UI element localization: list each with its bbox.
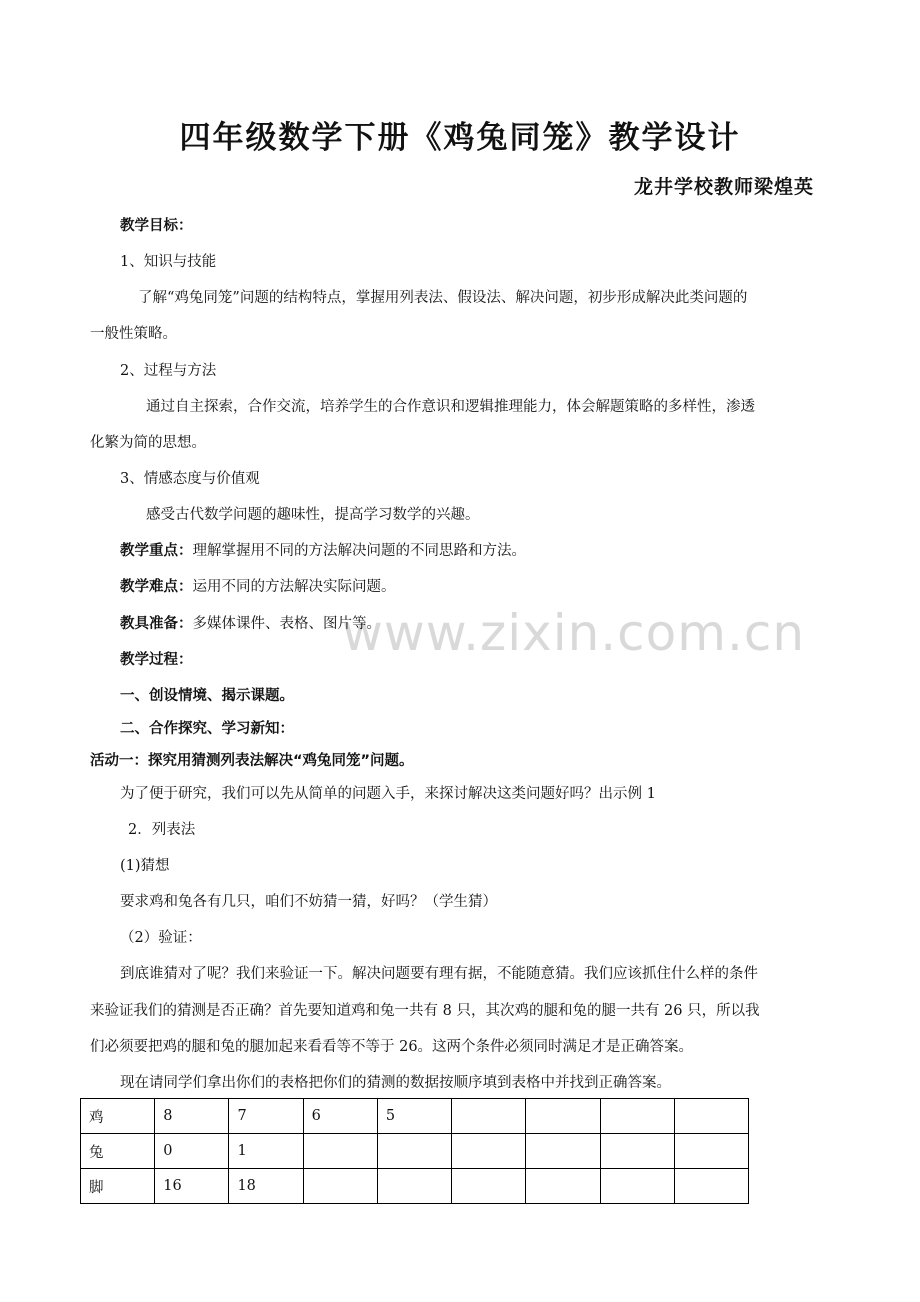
tools-label: 教具准备： xyxy=(120,616,193,632)
table-cell: 1 xyxy=(229,1134,303,1169)
tools-line xyxy=(120,614,381,634)
goals-heading: 教学目标： xyxy=(120,218,193,234)
author-line: 龙井学校教师梁煌英 xyxy=(633,176,814,198)
method-heading: 2．列表法 xyxy=(128,822,196,838)
table-cell xyxy=(600,1134,674,1169)
activity1-heading: 活动一：探究用猜测列表法解决“鸡兔同笼”问题。 xyxy=(90,753,414,769)
table-cell xyxy=(452,1099,526,1134)
verify-heading: （2）验证： xyxy=(120,930,202,946)
verify-text-line3: 们必须要把鸡的腿和兔的腿加起来看看等不等于 26。这两个条件必须同时满足才是正确答案。 xyxy=(90,1039,694,1055)
table-cell: 7 xyxy=(229,1099,303,1134)
table-cell xyxy=(526,1099,600,1134)
table-cell xyxy=(600,1169,674,1204)
key-point xyxy=(120,541,526,561)
table-cell xyxy=(600,1099,674,1134)
table-row-label: 脚 xyxy=(81,1169,155,1204)
table-cell: 16 xyxy=(155,1169,229,1204)
table-cell xyxy=(452,1169,526,1204)
key-point-label: 教学重点： xyxy=(120,543,193,559)
table-cell xyxy=(377,1169,451,1204)
table-cell xyxy=(303,1134,377,1169)
table-cell xyxy=(452,1134,526,1169)
table-cell: 8 xyxy=(155,1099,229,1134)
verify-text-line1: 到底谁猜对了呢？我们来验证一下。解决问题要有理有据，不能随意猜。我们应该抓住什么样的条件 xyxy=(120,966,758,982)
goal2-text-line1: 通过自主探索，合作交流，培养学生的合作意识和逻辑推理能力，体会解题策略的多样性，渗透 xyxy=(146,399,755,415)
table-intro: 现在请同学们拿出你们的表格把你们的猜测的数据按顺序填到表格中并找到正确答案。 xyxy=(120,1075,671,1091)
table-cell xyxy=(674,1134,748,1169)
table-cell xyxy=(303,1169,377,1204)
table-cell: 6 xyxy=(303,1099,377,1134)
step2-heading: 二、合作探究、学习新知： xyxy=(120,721,294,737)
table-cell: 18 xyxy=(229,1169,303,1204)
goal1-text-line2: 一般性策略。 xyxy=(90,326,177,342)
tools-text: 多媒体课件、表格、图片等。 xyxy=(192,616,381,632)
step1-heading: 一、创设情境、揭示课题。 xyxy=(120,688,294,704)
goal3-heading: 3、情感态度与价值观 xyxy=(120,471,260,487)
table-cell xyxy=(674,1169,748,1204)
table-cell: 0 xyxy=(155,1134,229,1169)
table-row xyxy=(81,1099,749,1134)
difficulty-label: 教学难点： xyxy=(120,579,193,595)
guess-heading: (1)猜想 xyxy=(120,858,170,874)
difficulty-point xyxy=(120,577,396,597)
table-cell xyxy=(526,1169,600,1204)
table-cell xyxy=(377,1134,451,1169)
intro-paragraph: 为了便于研究，我们可以先从简单的问题入手，来探讨解决这类问题好吗？出示例 1 xyxy=(120,786,656,802)
difficulty-text: 运用不同的方法解决实际问题。 xyxy=(192,579,396,595)
goal1-heading: 1、知识与技能 xyxy=(120,254,217,270)
goal2-text-line2: 化繁为简的思想。 xyxy=(90,435,206,451)
table-cell xyxy=(526,1134,600,1169)
goal3-text: 感受古代数学问题的趣味性，提高学习数学的兴趣。 xyxy=(146,507,480,523)
watermark: www.zixin.com.cn xyxy=(342,604,806,662)
process-heading: 教学过程： xyxy=(120,652,193,668)
table-row xyxy=(81,1134,749,1169)
table-row-label: 鸡 xyxy=(81,1099,155,1134)
goal2-heading: 2、过程与方法 xyxy=(120,363,217,379)
guess-text: 要求鸡和兔各有几只，咱们不妨猜一猜，好吗？（学生猜） xyxy=(120,894,497,910)
guess-table xyxy=(80,1098,749,1204)
key-point-text: 理解掌握用不同的方法解决问题的不同思路和方法。 xyxy=(192,543,526,559)
document-title: 四年级数学下册《鸡兔同笼》教学设计 xyxy=(179,120,741,156)
table-row-label: 兔 xyxy=(81,1134,155,1169)
verify-text-line2: 来验证我们的猜测是否正确？首先要知道鸡和兔一共有 8 只，其次鸡的腿和兔的腿一共有 26 只，所以我 xyxy=(90,1003,760,1019)
table-cell xyxy=(674,1099,748,1134)
table-row xyxy=(81,1169,749,1204)
table-cell: 5 xyxy=(377,1099,451,1134)
goal1-text-line1: 了解“鸡兔同笼”问题的结构特点，掌握用列表法、假设法、解决问题，初步形成解决此类问题的 xyxy=(138,290,748,306)
